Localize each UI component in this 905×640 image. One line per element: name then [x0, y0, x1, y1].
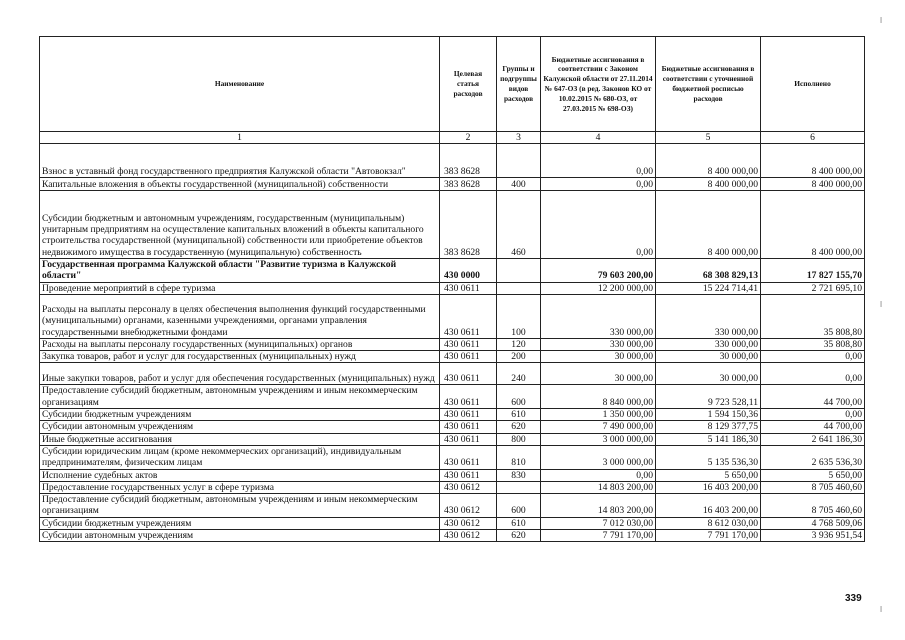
table-row [40, 385, 865, 409]
row-target-article: 430 0611 [440, 351, 497, 363]
row-name: Закупка товаров, работ и услуг для государственных (муниципальных) нужд [40, 351, 440, 363]
row-roster-allocation: 9 723 528,11 [656, 385, 761, 409]
table-row [40, 409, 865, 421]
page-number: 339 [845, 593, 862, 604]
table-row [40, 338, 865, 350]
row-name: Капитальные вложения в объекты государственной (муниципальной) собственности [40, 178, 440, 191]
header-law-allocation: Бюджетные ассигнования в соответствии с Законом Калужской области от 27.11.2014 № 647-ОЗ (в ред. Законов КО от 10.02.2015 № 680-ОЗ, от 27.03.2015 № 698-ОЗ) [541, 37, 656, 132]
row-target-article: 430 0611 [440, 363, 497, 385]
table-row [40, 469, 865, 481]
table-row [40, 530, 865, 542]
row-target-article: 430 0611 [440, 385, 497, 409]
row-executed: 8 705 460,60 [761, 481, 865, 493]
row-executed: 8 400 000,00 [761, 178, 865, 191]
budget-execution-table-sheet [39, 36, 864, 542]
row-executed: 8 705 460,60 [761, 494, 865, 518]
row-target-article: 383 8628 [440, 144, 497, 178]
row-executed: 2 721 695,10 [761, 282, 865, 294]
row-roster-allocation: 5 135 536,30 [656, 445, 761, 469]
row-target-article: 430 0612 [440, 481, 497, 493]
row-law-allocation: 7 490 000,00 [541, 421, 656, 433]
row-expense-group [497, 144, 541, 178]
row-expense-group: 460 [497, 191, 541, 259]
column-number: 5 [656, 132, 761, 144]
column-number-row [40, 132, 865, 144]
row-name: Проведение мероприятий в сфере туризма [40, 282, 440, 294]
row-law-allocation: 7 012 030,00 [541, 517, 656, 529]
row-expense-group [497, 282, 541, 294]
row-roster-allocation: 8 400 000,00 [656, 144, 761, 178]
row-roster-allocation: 330 000,00 [656, 338, 761, 350]
header-target-article: Целевая статья расходов [440, 37, 497, 132]
table-row [40, 144, 865, 178]
row-law-allocation: 0,00 [541, 191, 656, 259]
header-executed: Исполнено [761, 37, 865, 132]
column-number: 4 [541, 132, 656, 144]
header-roster-allocation: Бюджетные ассигнования в соответствии с уточненной бюджетной росписью расходов [656, 37, 761, 132]
row-executed: 44 700,00 [761, 421, 865, 433]
row-executed: 0,00 [761, 409, 865, 421]
table-row [40, 363, 865, 385]
row-expense-group: 610 [497, 409, 541, 421]
row-expense-group: 620 [497, 530, 541, 542]
row-roster-allocation: 8 129 377,75 [656, 421, 761, 433]
table-body [40, 144, 865, 542]
row-roster-allocation: 16 403 200,00 [656, 494, 761, 518]
row-name: Расходы на выплаты персоналу в целях обеспечения выполнения функций государственными (муниципальными) органами, казенными учреждениями, органами управления государственными внебюджетными фондами [40, 294, 440, 338]
row-executed: 2 641 186,30 [761, 433, 865, 445]
row-executed: 0,00 [761, 363, 865, 385]
row-target-article: 430 0611 [440, 433, 497, 445]
row-name: Субсидии автономным учреждениям [40, 421, 440, 433]
row-roster-allocation: 68 308 829,13 [656, 259, 761, 283]
row-roster-allocation: 330 000,00 [656, 294, 761, 338]
row-law-allocation: 330 000,00 [541, 294, 656, 338]
table-row [40, 445, 865, 469]
row-roster-allocation: 15 224 714,41 [656, 282, 761, 294]
scan-mark: ǀ [880, 300, 883, 309]
row-expense-group: 200 [497, 351, 541, 363]
row-expense-group: 600 [497, 385, 541, 409]
row-executed: 17 827 155,70 [761, 259, 865, 283]
budget-execution-table [39, 36, 865, 542]
row-target-article: 430 0611 [440, 409, 497, 421]
row-expense-group: 600 [497, 494, 541, 518]
row-executed: 8 400 000,00 [761, 144, 865, 178]
row-expense-group: 400 [497, 178, 541, 191]
table-row [40, 433, 865, 445]
row-roster-allocation: 30 000,00 [656, 363, 761, 385]
column-number: 2 [440, 132, 497, 144]
row-name: Иные бюджетные ассигнования [40, 433, 440, 445]
row-law-allocation: 7 791 170,00 [541, 530, 656, 542]
row-target-article: 383 8628 [440, 178, 497, 191]
row-target-article: 430 0612 [440, 530, 497, 542]
row-target-article: 430 0611 [440, 294, 497, 338]
row-expense-group [497, 259, 541, 283]
row-law-allocation: 14 803 200,00 [541, 481, 656, 493]
row-name: Расходы на выплаты персоналу государственных (муниципальных) органов [40, 338, 440, 350]
column-number: 6 [761, 132, 865, 144]
row-law-allocation: 12 200 000,00 [541, 282, 656, 294]
row-executed: 8 400 000,00 [761, 191, 865, 259]
row-law-allocation: 0,00 [541, 178, 656, 191]
row-law-allocation: 8 840 000,00 [541, 385, 656, 409]
row-roster-allocation: 16 403 200,00 [656, 481, 761, 493]
row-name: Субсидии бюджетным учреждениям [40, 517, 440, 529]
row-name: Предоставление субсидий бюджетным, автономным учреждениям и иным некоммерческим организациям [40, 494, 440, 518]
row-name: Исполнение судебных актов [40, 469, 440, 481]
table-row [40, 259, 865, 283]
row-name: Иные закупки товаров, работ и услуг для обеспечения государственных (муниципальных) нужд [40, 363, 440, 385]
row-roster-allocation: 5 141 186,30 [656, 433, 761, 445]
row-roster-allocation: 30 000,00 [656, 351, 761, 363]
table-row [40, 517, 865, 529]
row-executed: 35 808,80 [761, 338, 865, 350]
row-name: Взнос в уставный фонд государственного предприятия Калужской области "Автовокзал" [40, 144, 440, 178]
row-law-allocation: 1 350 000,00 [541, 409, 656, 421]
row-law-allocation: 30 000,00 [541, 363, 656, 385]
row-name: Субсидии автономным учреждениям [40, 530, 440, 542]
row-expense-group: 800 [497, 433, 541, 445]
row-name: Государственная программа Калужской области "Развитие туризма в Калужской области" [40, 259, 440, 283]
row-executed: 35 808,80 [761, 294, 865, 338]
row-executed: 2 635 536,30 [761, 445, 865, 469]
row-target-article: 430 0612 [440, 494, 497, 518]
row-target-article: 383 8628 [440, 191, 497, 259]
column-number: 1 [40, 132, 440, 144]
row-target-article: 430 0611 [440, 445, 497, 469]
row-executed: 5 650,00 [761, 469, 865, 481]
row-roster-allocation: 8 612 030,00 [656, 517, 761, 529]
row-roster-allocation: 8 400 000,00 [656, 191, 761, 259]
row-law-allocation: 0,00 [541, 469, 656, 481]
row-executed: 3 936 951,54 [761, 530, 865, 542]
row-roster-allocation: 7 791 170,00 [656, 530, 761, 542]
row-target-article: 430 0611 [440, 338, 497, 350]
row-roster-allocation: 5 650,00 [656, 469, 761, 481]
table-row [40, 294, 865, 338]
row-law-allocation: 0,00 [541, 144, 656, 178]
row-expense-group: 100 [497, 294, 541, 338]
row-name: Субсидии бюджетным и автономным учреждениям, государственным (муниципальным) унитарным предприятиям на осуществление капитальных вложений в объекты капитального строительства государственной (муниципальной) собственности или приобретение объектов недвижимого имущества в государственную (муниципальную) собственность [40, 191, 440, 259]
row-law-allocation: 3 000 000,00 [541, 433, 656, 445]
column-number: 3 [497, 132, 541, 144]
table-row [40, 282, 865, 294]
row-roster-allocation: 1 594 150,36 [656, 409, 761, 421]
header-name: Наименование [40, 37, 440, 132]
table-row [40, 191, 865, 259]
scan-mark: ǀ [880, 16, 883, 25]
row-executed: 44 700,00 [761, 385, 865, 409]
row-law-allocation: 14 803 200,00 [541, 494, 656, 518]
row-law-allocation: 3 000 000,00 [541, 445, 656, 469]
table-row [40, 178, 865, 191]
row-target-article: 430 0000 [440, 259, 497, 283]
row-expense-group: 120 [497, 338, 541, 350]
row-name: Субсидии бюджетным учреждениям [40, 409, 440, 421]
row-expense-group: 810 [497, 445, 541, 469]
row-roster-allocation: 8 400 000,00 [656, 178, 761, 191]
row-executed: 0,00 [761, 351, 865, 363]
row-name: Предоставление государственных услуг в сфере туризма [40, 481, 440, 493]
row-expense-group: 620 [497, 421, 541, 433]
scan-mark: ǀ [880, 605, 883, 614]
row-target-article: 430 0612 [440, 517, 497, 529]
row-target-article: 430 0611 [440, 282, 497, 294]
row-expense-group: 240 [497, 363, 541, 385]
row-name: Предоставление субсидий бюджетным, автономным учреждениям и иным некоммерческим организациям [40, 385, 440, 409]
header-expense-group: Группы и подгруппы видов расходов [497, 37, 541, 132]
row-target-article: 430 0611 [440, 469, 497, 481]
row-expense-group: 830 [497, 469, 541, 481]
table-row [40, 351, 865, 363]
row-law-allocation: 79 603 200,00 [541, 259, 656, 283]
row-expense-group [497, 481, 541, 493]
header-row [40, 37, 865, 132]
table-row [40, 481, 865, 493]
row-law-allocation: 30 000,00 [541, 351, 656, 363]
row-target-article: 430 0611 [440, 421, 497, 433]
row-name: Субсидии юридическим лицам (кроме некоммерческих организаций), индивидуальным предпринимателям, физическим лицам [40, 445, 440, 469]
row-law-allocation: 330 000,00 [541, 338, 656, 350]
row-executed: 4 768 509,06 [761, 517, 865, 529]
table-row [40, 421, 865, 433]
table-row [40, 494, 865, 518]
row-expense-group: 610 [497, 517, 541, 529]
